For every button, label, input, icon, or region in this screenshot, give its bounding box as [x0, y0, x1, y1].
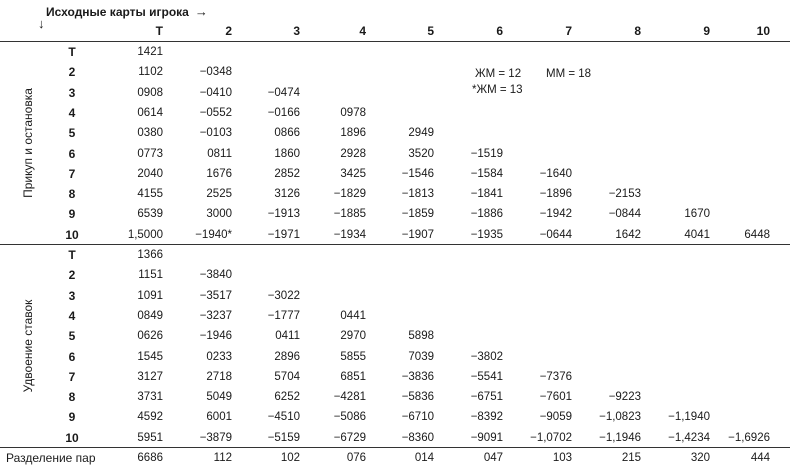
table-cell: 3126 [274, 188, 300, 201]
table-cell: −5836 [401, 391, 434, 404]
table-cell: 1091 [137, 289, 163, 302]
column-header: 5 [427, 24, 434, 38]
table-cell: 2040 [137, 167, 163, 180]
table-cell: 0849 [137, 309, 163, 322]
table-row [0, 164, 790, 184]
row-label: 10 [65, 430, 79, 445]
table-cell: 5898 [408, 330, 434, 343]
table-cell: 6851 [340, 370, 366, 383]
row-label: 8 [68, 390, 76, 405]
table-cell: −4281 [333, 391, 366, 404]
table-cell: 0626 [137, 330, 163, 343]
row-label: 2 [68, 65, 76, 80]
table-cell: −5541 [470, 370, 503, 383]
table-cell: −0644 [539, 228, 572, 241]
table-cell: 0811 [207, 147, 232, 160]
table-cell: −1946 [199, 330, 232, 343]
table-cell: −1546 [401, 167, 434, 180]
row-label: 8 [68, 187, 76, 202]
table-cell: −8392 [470, 411, 503, 424]
column-header: T [155, 24, 163, 38]
row-label: T [68, 45, 76, 59]
table-cell: 3731 [137, 391, 163, 404]
footer-cell: 103 [552, 452, 572, 464]
row-label: 5 [68, 329, 76, 344]
table-cell: 1896 [340, 127, 366, 140]
table-cell: 5049 [206, 391, 232, 404]
table-cell: 0411 [275, 330, 300, 343]
row-label: T [68, 248, 76, 262]
row-label: 2 [68, 268, 76, 283]
table-cell: −3517 [199, 289, 232, 302]
header-title-text: Исходные карты игрока [46, 4, 189, 19]
column-header: 8 [634, 24, 641, 38]
footer-cell: 102 [280, 452, 300, 464]
table-cell: −1885 [333, 208, 366, 221]
table-row [0, 245, 790, 265]
table-cell: −1935 [470, 228, 503, 241]
table-cell: 1,5000 [127, 228, 163, 241]
table-cell: −1519 [470, 147, 503, 160]
table-row [0, 225, 790, 245]
table-cell: 1421 [137, 46, 163, 58]
table-cell: 6539 [137, 208, 163, 221]
table-cell: −0474 [267, 86, 300, 99]
row-label: 6 [68, 349, 76, 364]
table-cell: −6751 [470, 391, 503, 404]
table-cell: 0866 [274, 127, 300, 140]
footer-row [0, 449, 790, 467]
table-cell: −1813 [401, 188, 434, 201]
row-label: 4 [68, 105, 76, 120]
table-cell: −5159 [267, 431, 300, 444]
table-row [0, 103, 790, 123]
table-cell: −1777 [267, 309, 300, 322]
table-row [0, 428, 790, 448]
row-label: 6 [68, 146, 76, 161]
table-cell: −1,6926 [728, 431, 770, 444]
table-cell: 3425 [340, 167, 366, 180]
table-cell: 3127 [137, 370, 163, 383]
table-cell: 4041 [684, 228, 710, 241]
footer-label: Разделение пар [6, 451, 96, 465]
table-cell: −3840 [199, 269, 232, 282]
table-cell: 5855 [340, 350, 366, 363]
table-cell: 5951 [137, 431, 163, 444]
table-row [0, 407, 790, 427]
table-cell: 1676 [206, 167, 232, 180]
table-row [0, 286, 790, 306]
table-cell: −7376 [539, 370, 572, 383]
footer-cell: 6686 [137, 452, 163, 464]
table-cell: 6001 [206, 411, 232, 424]
table-cell: 1860 [274, 147, 300, 160]
table-cell: 7039 [408, 350, 434, 363]
table-cell: −3802 [470, 350, 503, 363]
footer-cell: 076 [346, 452, 366, 464]
footer-cell: 014 [414, 452, 434, 464]
table-cell: −1859 [401, 208, 434, 221]
row-label: 9 [68, 410, 76, 425]
column-header: 4 [359, 24, 366, 38]
column-header: 6 [496, 24, 503, 38]
table-cell: −5086 [333, 411, 366, 424]
table-cell: −1841 [470, 188, 503, 201]
section-label: Удвоение ставок [21, 299, 35, 393]
table-row [0, 123, 790, 143]
row-label: 5 [68, 126, 76, 141]
table-cell: −0552 [199, 106, 232, 119]
table-cell: 2928 [340, 147, 366, 160]
row-label: 7 [68, 369, 76, 384]
table-cell: −8360 [401, 431, 434, 444]
note-soft-hand: ЖМ = 12 [475, 68, 522, 80]
table-row [0, 144, 790, 164]
table-cell: 0908 [137, 86, 163, 99]
table-cell: −1,1940 [668, 411, 710, 424]
table-cell: 1642 [615, 228, 641, 241]
table-row [0, 347, 790, 367]
table-cell: 4592 [137, 411, 163, 424]
table-cell: 6448 [744, 228, 770, 241]
table-cell: −4510 [267, 411, 300, 424]
table-cell: 3000 [206, 208, 232, 221]
table-cell: 1151 [138, 269, 163, 282]
table-cell: −1,0823 [599, 411, 641, 424]
column-header: 7 [565, 24, 572, 38]
table-cell: 2949 [408, 127, 434, 140]
table-cell: −1913 [267, 208, 300, 221]
table-cell: −0166 [267, 106, 300, 119]
table-cell: −0410 [199, 86, 232, 99]
table-cell: 0614 [137, 106, 163, 119]
table-cell: −0844 [608, 208, 641, 221]
header-title [46, 4, 208, 19]
table-row [0, 62, 790, 82]
note-hard-hand: ММ = 18 [546, 68, 592, 80]
table-cell: −0348 [199, 66, 232, 79]
table-cell: −1,0702 [530, 431, 572, 444]
table-cell: 1545 [137, 350, 163, 363]
table-cell: −1,1946 [599, 431, 641, 444]
footer-cell: 047 [483, 452, 503, 464]
table-cell: −1934 [333, 228, 366, 241]
column-header: 2 [225, 24, 232, 38]
table-row [0, 265, 790, 285]
table-cell: −7601 [539, 391, 572, 404]
column-header: 9 [703, 24, 710, 38]
table-cell: 2525 [206, 188, 232, 201]
table-row [0, 42, 790, 62]
table-cell: 1366 [137, 249, 163, 261]
table-cell: −1896 [539, 188, 572, 201]
table-row [0, 326, 790, 346]
section-label: Прикуп и остановка [21, 88, 35, 198]
row-label: 4 [68, 308, 76, 323]
table-cell: −3879 [199, 431, 232, 444]
table-cell: 1102 [138, 66, 163, 79]
table-cell: 0773 [137, 147, 163, 160]
column-header: 10 [756, 24, 770, 38]
table-cell: 0380 [137, 127, 163, 140]
table-cell: −1971 [267, 228, 300, 241]
row-label: 7 [68, 166, 76, 181]
footer-cell: 215 [621, 452, 641, 464]
table-row [0, 387, 790, 407]
table-cell: −2153 [608, 188, 641, 201]
arrow-right-icon: → [194, 4, 208, 19]
table-cell: −1942 [539, 208, 572, 221]
table-cell: −9223 [608, 391, 641, 404]
row-label: 3 [68, 85, 76, 100]
table-row [0, 204, 790, 224]
table-cell: −3022 [267, 289, 300, 302]
table-cell: −1940* [195, 228, 232, 241]
table-cell: 0978 [340, 106, 366, 119]
table-cell: −1584 [470, 167, 503, 180]
table-cell: 2718 [206, 370, 232, 383]
footer-cell: 112 [213, 452, 232, 464]
table-row [0, 306, 790, 326]
row-label: 10 [65, 227, 79, 242]
table-cell: −9091 [470, 431, 503, 444]
table-cell: −3237 [199, 309, 232, 322]
table-cell: 2852 [274, 167, 300, 180]
table-cell: −9059 [539, 411, 572, 424]
row-label: 9 [68, 207, 76, 222]
table-cell: −1640 [539, 167, 572, 180]
table-cell: 4155 [137, 188, 163, 201]
footer-cell: 320 [690, 452, 710, 464]
table-row [0, 184, 790, 204]
column-header: 3 [293, 24, 300, 38]
table-cell: 1670 [684, 208, 710, 221]
table-cell: −6710 [401, 411, 434, 424]
table-cell: −3836 [401, 370, 434, 383]
table-cell: 0233 [206, 350, 232, 363]
note-soft-hand-alt: *ЖМ = 13 [472, 84, 523, 96]
table-cell: −0103 [199, 127, 232, 140]
table-cell: −1829 [333, 188, 366, 201]
table-cell: 5704 [274, 370, 300, 383]
table-cell: 6252 [274, 391, 300, 404]
arrow-down-icon: ↓ [38, 16, 45, 31]
table-cell: −6729 [333, 431, 366, 444]
table-row [0, 83, 790, 103]
row-label: 3 [68, 288, 76, 303]
table-cell: 0441 [340, 309, 366, 322]
table-cell: −1907 [401, 228, 434, 241]
table-cell: −1,4234 [668, 431, 710, 444]
footer-cell: 444 [750, 452, 770, 464]
table-cell: 3520 [408, 147, 434, 160]
table-cell: 2896 [274, 350, 300, 363]
table-cell: −1886 [470, 208, 503, 221]
table-row [0, 367, 790, 387]
table-cell: 2970 [340, 330, 366, 343]
